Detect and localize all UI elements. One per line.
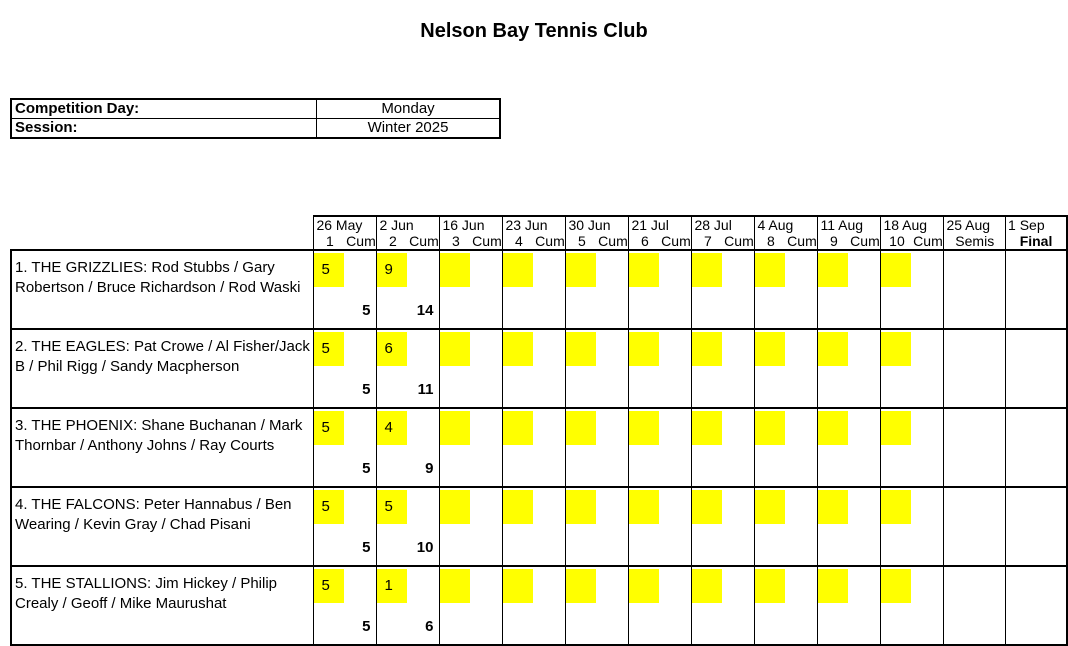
round-score-highlight: [692, 490, 722, 524]
score-cell-round-9[interactable]: [818, 566, 881, 645]
round-number-5: 5: [566, 233, 598, 250]
info-table: [10, 98, 501, 139]
score-cell-inner: [566, 409, 628, 479]
cumulative-score: 10: [416, 539, 434, 556]
score-cell-inner: [566, 488, 628, 558]
score-cell-round-6[interactable]: [629, 329, 692, 408]
round-score: 5: [321, 340, 330, 357]
team-row: [11, 487, 1067, 566]
score-cell-round-2[interactable]: [377, 329, 440, 408]
round-score-highlight: [881, 332, 911, 366]
cumulative-score: 5: [362, 302, 371, 319]
competition-day-label: Competition Day:: [11, 99, 317, 119]
round-score-highlight: [566, 332, 596, 366]
round-score-highlight: [692, 411, 722, 445]
round-score-highlight: [629, 411, 659, 445]
cumulative-score: 11: [417, 381, 434, 398]
round-score-highlight: [755, 253, 785, 287]
round-number-3: 3: [440, 233, 472, 250]
score-cell-round-6[interactable]: [629, 487, 692, 566]
cumulative-header-1: Cum: [346, 233, 376, 249]
team-name: 5. THE STALLIONS: Jim Hickey / Philip Crealy / Geoff / Mike Maurushat: [11, 566, 314, 645]
score-cell-inner: [440, 488, 502, 558]
round-date-2: 2 Jun: [377, 216, 440, 233]
score-cell-round-10[interactable]: [881, 487, 944, 566]
final-cell[interactable]: [1006, 329, 1067, 408]
score-cell-round-3[interactable]: [440, 250, 503, 329]
round-number-7: 7: [692, 233, 724, 250]
round-score-highlight: [692, 332, 722, 366]
session-row: [11, 119, 500, 139]
score-grid: [10, 215, 1068, 646]
score-cell-round-10[interactable]: [881, 329, 944, 408]
semis-label: Semis: [944, 233, 1006, 250]
round-score-highlight: [440, 332, 470, 366]
score-cell-round-7[interactable]: [692, 408, 755, 487]
date-header-row: [11, 216, 1067, 233]
score-cell-round-8[interactable]: [755, 566, 818, 645]
score-cell-inner: [314, 251, 376, 321]
final-cell[interactable]: [1006, 487, 1067, 566]
cumulative-header-4: Cum: [535, 233, 565, 249]
score-cell-inner: [692, 488, 754, 558]
cumulative-header-10: Cum: [913, 233, 943, 249]
score-cell-round-9[interactable]: [818, 329, 881, 408]
round-score-highlight: [503, 332, 533, 366]
cumulative-score: 9: [425, 460, 434, 477]
score-cell-round-5[interactable]: [566, 329, 629, 408]
round-score-highlight: [566, 253, 596, 287]
round-score: 5: [321, 419, 330, 436]
score-cell-inner: [503, 488, 565, 558]
round-score-highlight: [755, 411, 785, 445]
score-cell-round-10[interactable]: [881, 408, 944, 487]
cumulative-score: 14: [416, 302, 434, 319]
round-score-highlight: [440, 490, 470, 524]
score-cell-inner: [692, 330, 754, 400]
round-score-highlight: [629, 253, 659, 287]
score-cell-round-8[interactable]: [755, 408, 818, 487]
team-row: [11, 408, 1067, 487]
round-number-6: 6: [629, 233, 661, 250]
score-cell-round-1[interactable]: [314, 250, 377, 329]
score-cell-inner: [881, 251, 943, 321]
score-cell-round-9[interactable]: [818, 408, 881, 487]
score-cell-round-8[interactable]: [755, 487, 818, 566]
cumulative-score: 5: [362, 618, 371, 635]
round-number-4: 4: [503, 233, 535, 250]
cumulative-header-2: Cum: [409, 233, 439, 249]
score-cell-inner: [755, 330, 817, 400]
semis-cell[interactable]: [944, 250, 1006, 329]
cumulative-header-3: Cum: [472, 233, 502, 249]
score-cell-inner: [566, 251, 628, 321]
score-cell-round-2[interactable]: [377, 566, 440, 645]
semis-cell[interactable]: [944, 329, 1006, 408]
score-cell-round-7[interactable]: [692, 329, 755, 408]
round-score-highlight: [881, 411, 911, 445]
round-score-highlight: [755, 569, 785, 603]
score-cell-inner: [377, 330, 439, 400]
cumulative-header-8: Cum: [787, 233, 817, 249]
semis-cell[interactable]: [944, 487, 1006, 566]
round-score-highlight: [629, 332, 659, 366]
score-cell-inner: [314, 488, 376, 558]
round-score-highlight: [440, 411, 470, 445]
score-cell-inner: [818, 488, 880, 558]
competition-day-row: [11, 99, 500, 119]
score-cell-inner: [692, 251, 754, 321]
round-number-2: 2: [377, 233, 409, 250]
score-cell-inner: [377, 251, 439, 321]
score-cell-inner: [566, 330, 628, 400]
round-score-highlight: [755, 332, 785, 366]
score-cell-round-6[interactable]: [629, 566, 692, 645]
page-title: Nelson Bay Tennis Club: [420, 20, 648, 42]
round-score: 5: [321, 498, 330, 515]
team-row: [11, 329, 1067, 408]
score-cell-round-4[interactable]: [503, 250, 566, 329]
score-cell-round-4[interactable]: [503, 566, 566, 645]
round-score-highlight: [566, 411, 596, 445]
round-score: 1: [384, 577, 393, 594]
round-score-highlight: [629, 490, 659, 524]
header-spacer: [11, 216, 314, 233]
round-number-8: 8: [755, 233, 787, 250]
score-cell-inner: [314, 330, 376, 400]
score-cell-round-2[interactable]: [377, 487, 440, 566]
round-score-highlight: [818, 569, 848, 603]
score-cell-round-1[interactable]: [314, 487, 377, 566]
round-date-3: 16 Jun: [440, 216, 503, 233]
round-score-highlight: [881, 490, 911, 524]
score-cell-round-2[interactable]: [377, 250, 440, 329]
semis-cell[interactable]: [944, 566, 1006, 645]
team-name: 4. THE FALCONS: Peter Hannabus / Ben Wearing / Kevin Gray / Chad Pisani: [11, 487, 314, 566]
round-number-9: 9: [818, 233, 850, 250]
score-cell-round-3[interactable]: [440, 566, 503, 645]
session-value[interactable]: Winter 2025: [367, 119, 449, 136]
round-score-highlight: [566, 490, 596, 524]
round-date-7: 28 Jul: [692, 216, 755, 233]
round-score-highlight: [503, 569, 533, 603]
score-cell-round-9[interactable]: [818, 487, 881, 566]
final-cell[interactable]: [1006, 566, 1067, 645]
round-score: 5: [384, 498, 393, 515]
round-date-1: 26 May: [314, 216, 377, 233]
score-cell-round-4[interactable]: [503, 487, 566, 566]
round-score: 4: [384, 419, 393, 436]
score-cell-inner: [881, 409, 943, 479]
team-row: [11, 250, 1067, 329]
round-score-highlight: [692, 569, 722, 603]
round-number-1: 1: [314, 233, 346, 250]
semis-cell[interactable]: [944, 408, 1006, 487]
score-cell-inner: [440, 409, 502, 479]
cumulative-score: 5: [362, 381, 371, 398]
round-score-highlight: [818, 490, 848, 524]
round-score-highlight: [818, 253, 848, 287]
cumulative-score: 5: [362, 539, 371, 556]
cumulative-header-6: Cum: [661, 233, 691, 249]
score-cell-round-10[interactable]: [881, 566, 944, 645]
score-cell-inner: [503, 251, 565, 321]
score-cell-round-5[interactable]: [566, 250, 629, 329]
score-cell-inner: [755, 409, 817, 479]
score-cell-round-7[interactable]: [692, 250, 755, 329]
round-score-highlight: [629, 569, 659, 603]
score-cell-round-4[interactable]: [503, 408, 566, 487]
score-cell-round-5[interactable]: [566, 408, 629, 487]
round-date-6: 21 Jul: [629, 216, 692, 233]
score-cell-inner: [440, 330, 502, 400]
round-header-row: [11, 233, 1067, 250]
score-cell-round-6[interactable]: [629, 408, 692, 487]
round-score-highlight: [818, 411, 848, 445]
competition-day-value[interactable]: Monday: [317, 99, 501, 119]
score-cell-round-9[interactable]: [818, 250, 881, 329]
score-cell-inner: [377, 488, 439, 558]
cumulative-score: 6: [425, 618, 434, 635]
score-cell-inner: [818, 251, 880, 321]
cumulative-header-5: Cum: [598, 233, 628, 249]
round-date-10: 18 Aug: [881, 216, 944, 233]
score-cell-inner: [629, 251, 691, 321]
score-cell-round-1[interactable]: [314, 566, 377, 645]
round-score-highlight: [881, 253, 911, 287]
score-cell-round-8[interactable]: [755, 329, 818, 408]
round-score-highlight: [755, 490, 785, 524]
score-cell-inner: [755, 251, 817, 321]
final-cell[interactable]: [1006, 408, 1067, 487]
round-number-10: 10: [881, 233, 913, 250]
final-label: Final: [1006, 233, 1067, 250]
score-cell-round-5[interactable]: [566, 487, 629, 566]
round-score-highlight: [881, 569, 911, 603]
header-spacer: [11, 233, 314, 250]
score-cell-inner: [629, 488, 691, 558]
score-cell-round-6[interactable]: [629, 250, 692, 329]
round-score-highlight: [440, 253, 470, 287]
score-cell-round-8[interactable]: [755, 250, 818, 329]
score-cell-inner: [314, 409, 376, 479]
team-row: [11, 566, 1067, 645]
round-score-highlight: [440, 569, 470, 603]
cumulative-score: 5: [362, 460, 371, 477]
score-cell-inner: [818, 409, 880, 479]
final-date: 1 Sep: [1006, 216, 1067, 233]
round-score-highlight: [818, 332, 848, 366]
score-cell-round-7[interactable]: [692, 487, 755, 566]
round-score-highlight: [503, 253, 533, 287]
score-cell-round-1[interactable]: [314, 329, 377, 408]
round-score: 5: [321, 577, 330, 594]
round-score-highlight: [503, 411, 533, 445]
score-cell-inner: [881, 488, 943, 558]
round-date-5: 30 Jun: [566, 216, 629, 233]
score-cell-round-1[interactable]: [314, 408, 377, 487]
score-cell-round-3[interactable]: [440, 408, 503, 487]
score-cell-inner: [692, 409, 754, 479]
score-cell-round-3[interactable]: [440, 329, 503, 408]
round-date-8: 4 Aug: [755, 216, 818, 233]
final-cell[interactable]: [1006, 250, 1067, 329]
score-cell-round-5[interactable]: [566, 566, 629, 645]
score-cell-inner: [755, 488, 817, 558]
score-cell-inner: [440, 251, 502, 321]
team-name: 3. THE PHOENIX: Shane Buchanan / Mark Thornbar / Anthony Johns / Ray Courts: [11, 408, 314, 487]
score-cell-inner: [377, 409, 439, 479]
round-score-highlight: [503, 490, 533, 524]
score-cell-inner: [881, 330, 943, 400]
score-cell-round-7[interactable]: [692, 566, 755, 645]
score-cell-round-4[interactable]: [503, 329, 566, 408]
score-cell-inner: [629, 409, 691, 479]
cumulative-header-7: Cum: [724, 233, 754, 249]
session-label: Session:: [11, 119, 317, 139]
round-score: 5: [321, 261, 330, 278]
score-cell-inner: [629, 330, 691, 400]
round-date-4: 23 Jun: [503, 216, 566, 233]
score-cell-round-3[interactable]: [440, 487, 503, 566]
round-score: 6: [384, 340, 393, 357]
score-cell-round-10[interactable]: [881, 250, 944, 329]
round-score-highlight: [566, 569, 596, 603]
semis-date: 25 Aug: [944, 216, 1006, 233]
team-name: 1. THE GRIZZLIES: Rod Stubbs / Gary Robertson / Bruce Richardson / Rod Waski: [11, 250, 314, 329]
score-cell-inner: [818, 330, 880, 400]
round-score-highlight: [692, 253, 722, 287]
score-cell-inner: [503, 330, 565, 400]
cumulative-header-9: Cum: [850, 233, 880, 249]
round-date-9: 11 Aug: [818, 216, 881, 233]
round-score: 9: [384, 261, 393, 278]
score-cell-round-2[interactable]: [377, 408, 440, 487]
score-cell-inner: [503, 409, 565, 479]
team-name: 2. THE EAGLES: Pat Crowe / Al Fisher/Jack B / Phil Rigg / Sandy Macpherson: [11, 329, 314, 408]
